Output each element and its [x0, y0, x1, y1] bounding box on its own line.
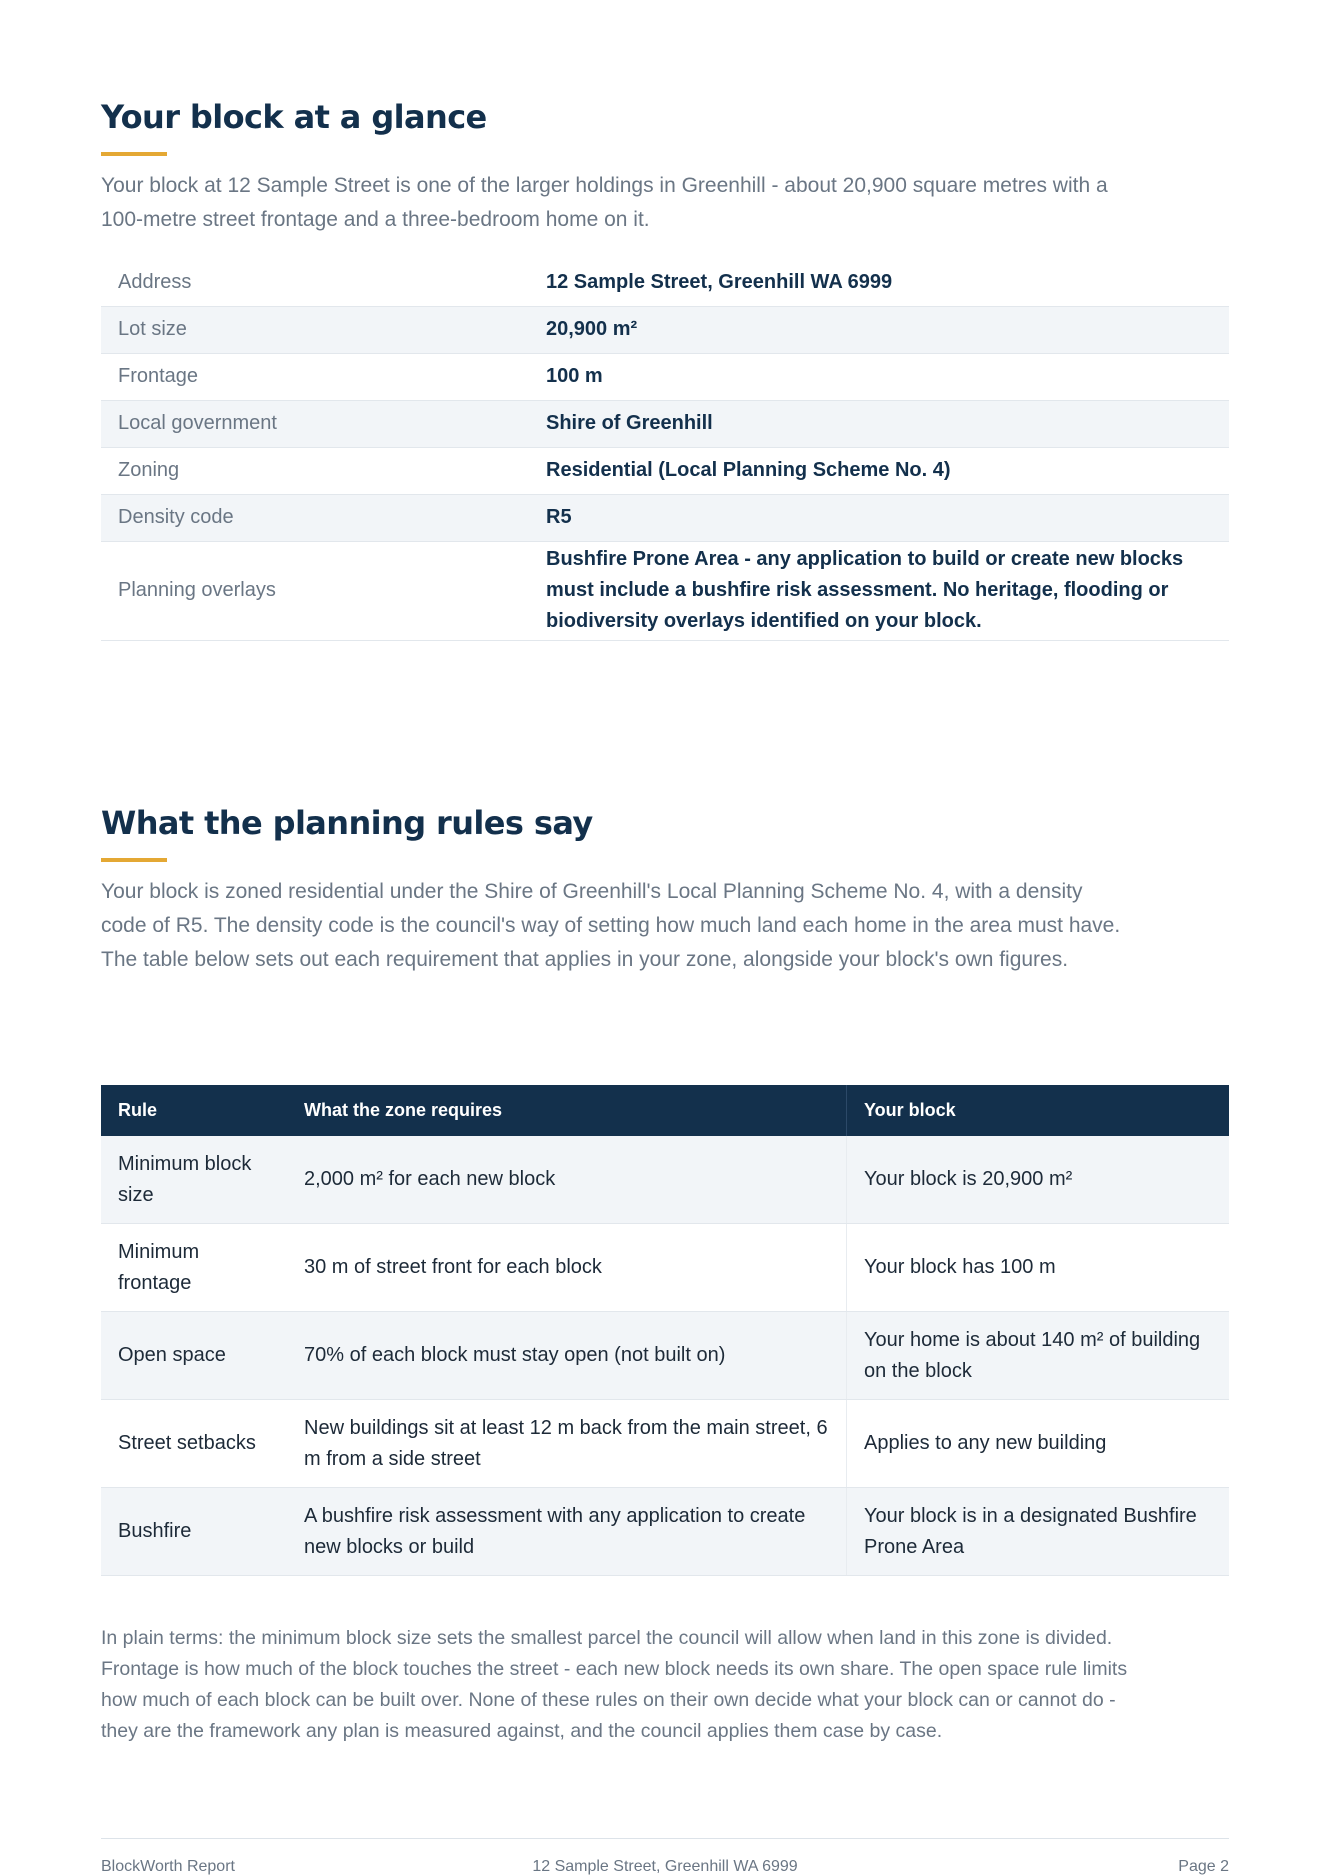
- fact-value: 100 m: [529, 353, 1229, 400]
- footer-address: 12 Sample Street, Greenhill WA 6999: [532, 1858, 798, 1875]
- fact-row: [101, 400, 1229, 447]
- section-block-at-a-glance: [101, 98, 487, 156]
- fact-label: Local government: [101, 400, 529, 447]
- rule-your-block: Your home is about 140 m² of building on the block: [847, 1312, 1230, 1400]
- rule-name: Minimum block size: [101, 1136, 287, 1224]
- section-title: What the planning rules say: [101, 804, 593, 842]
- fact-label: Frontage: [101, 353, 529, 400]
- planning-rules-table: [101, 1085, 1229, 1576]
- fact-value: Bushfire Prone Area - any application to build or create new blocks must include a bushfire risk assessment. No heritage, flooding or biodiversity overlays identified on your block.: [529, 541, 1229, 640]
- fact-row: [101, 447, 1229, 494]
- planning-rules-intro: Your block is zoned residential under the Shire of Greenhill's Local Planning Scheme No. 4, with a density code of R5. The density code is the council's way of setting how much land each home in the area must have. The table below sets out each requirement that applies in your zone, alongside your block's own figures.: [101, 880, 1121, 971]
- table-row: [101, 1224, 1229, 1312]
- table-row: [101, 1136, 1229, 1224]
- column-header-requirement: What the zone requires: [287, 1085, 847, 1136]
- title-accent-rule: [101, 152, 167, 156]
- fact-value: 12 Sample Street, Greenhill WA 6999: [529, 259, 1229, 306]
- block-summary: Your block at 12 Sample Street is one of the larger holdings in Greenhill - about 20,900 square metres with a 100-metre street frontage and a three-bedroom home on it.: [101, 174, 1108, 231]
- column-header-your-block: Your block: [847, 1085, 1230, 1136]
- title-accent-rule: [101, 858, 167, 862]
- rule-requirement: 70% of each block must stay open (not built on): [287, 1312, 847, 1400]
- rule-requirement: 2,000 m² for each new block: [287, 1136, 847, 1224]
- rule-requirement: New buildings sit at least 12 m back from the main street, 6 m from a side street: [287, 1400, 847, 1488]
- rule-name: Open space: [101, 1312, 287, 1400]
- footer-report-name: BlockWorth Report: [101, 1858, 235, 1875]
- table-row: [101, 1312, 1229, 1400]
- rule-your-block: Your block has 100 m: [847, 1224, 1230, 1312]
- rule-name: Bushfire: [101, 1488, 287, 1576]
- fact-value: Residential (Local Planning Scheme No. 4): [529, 447, 1229, 494]
- table-header-row: [101, 1085, 1229, 1136]
- key-facts-table: [101, 259, 1229, 641]
- fact-label: Address: [101, 259, 529, 306]
- fact-row: [101, 306, 1229, 353]
- footer-page-number: Page 2: [1178, 1858, 1229, 1875]
- fact-row: [101, 259, 1229, 306]
- fact-label: Planning overlays: [101, 541, 529, 640]
- fact-label: Density code: [101, 494, 529, 541]
- section-planning-rules: [101, 804, 593, 862]
- rule-requirement: A bushfire risk assessment with any application to create new blocks or build: [287, 1488, 847, 1576]
- rule-name: Minimum frontage: [101, 1224, 287, 1312]
- column-header-rule: Rule: [101, 1085, 287, 1136]
- table-row: [101, 1400, 1229, 1488]
- footer-divider: [101, 1838, 1229, 1839]
- table-row: [101, 1488, 1229, 1576]
- rule-requirement: 30 m of street front for each block: [287, 1224, 847, 1312]
- rule-your-block: Your block is 20,900 m²: [847, 1136, 1230, 1224]
- fact-row: [101, 353, 1229, 400]
- fact-row: [101, 541, 1229, 640]
- fact-row: [101, 494, 1229, 541]
- section-title: Your block at a glance: [101, 98, 487, 136]
- rule-name: Street setbacks: [101, 1400, 287, 1488]
- plain-terms-explanation: In plain terms: the minimum block size sets the smallest parcel the council will allow when land in this zone is divided. Frontage is how much of the block touches the street - each new block needs its own share. The open space rule limits how much of each block can be built over. None of these rules on their own decide what your block can or cannot do - they are the framework any plan is measured against, and the council applies them case by case.: [101, 1627, 1128, 1742]
- fact-value: R5: [529, 494, 1229, 541]
- rule-your-block: Applies to any new building: [847, 1400, 1230, 1488]
- fact-label: Zoning: [101, 447, 529, 494]
- fact-label: Lot size: [101, 306, 529, 353]
- fact-value: 20,900 m²: [529, 306, 1229, 353]
- rule-your-block: Your block is in a designated Bushfire Prone Area: [847, 1488, 1230, 1576]
- fact-value: Shire of Greenhill: [529, 400, 1229, 447]
